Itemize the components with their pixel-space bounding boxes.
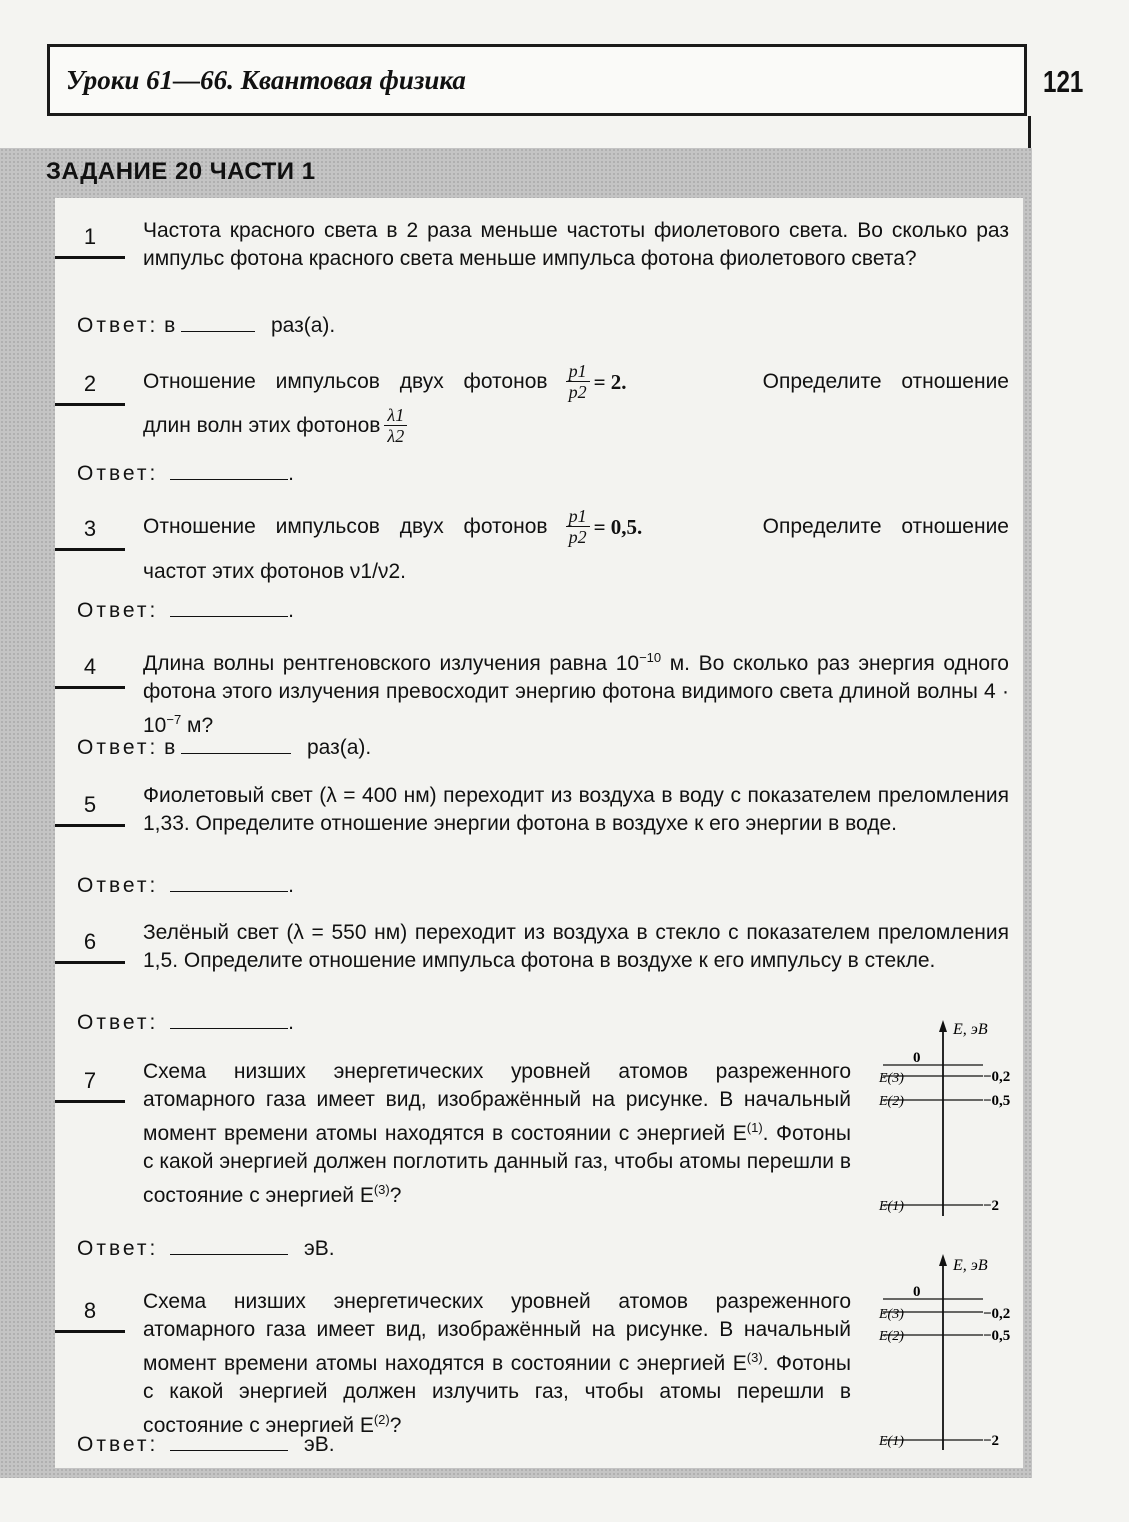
zero-label: 0 [913,1050,921,1066]
answer-suffix: . [288,1011,294,1034]
task-text-c: ? [389,1414,402,1437]
axis-arrow-icon [939,1020,947,1032]
axis-label: E, эВ [953,1257,988,1274]
task-number-rule [55,686,125,689]
task-text-a: Схема низших энергетических уровней атомов разреженного атомарного газа имеет вид, изображённый на рисунке. В начальный момент времени атомы находятся в состоянии с энергией E [143,1290,851,1375]
fraction-denominator: p2 [568,382,587,402]
level-value-e3: −0,2 [983,1306,1011,1322]
answer-suffix: эВ. [304,1433,335,1456]
ratio-value: = 0,5. [593,514,643,539]
answer-blank[interactable] [170,1010,288,1029]
ratio-value: = 2. [593,369,627,394]
answer-line [77,461,294,486]
task-text-line-2 [143,405,411,446]
task-text: Фиолетовый свет (λ = 400 нм) переходит из воздуха в воду с показателем преломления 1,33. Определите отношение энергии фотона в воздухе к его энергии в воде. [143,784,1009,835]
answer-suffix: . [288,462,294,485]
fraction-numerator: p1 [566,361,590,382]
task-number: 1 [83,224,97,249]
task-text: Частота красного света в 2 раза меньше частоты фиолетового света. Во сколько раз импульс фотона красного света меньше импульса фотона фиолетового света? [143,219,1009,270]
answer-line [77,1236,335,1261]
task-number-rule [55,961,125,964]
answer-label: Ответ: [77,736,159,759]
task-number-rule [55,1330,125,1333]
task-number: 5 [83,792,97,817]
superscript: (3) [373,1182,390,1197]
energy-level-svg [873,1016,1023,1226]
task-text-b: м. Во сколько раз энергия одного фотона этого излучения превосходит энергию фотона видимого света длиной волны 4 · 10 [143,652,1009,737]
answer-suffix: эВ. [304,1237,335,1260]
momentum-ratio-fraction [566,506,590,547]
momentum-ratio-fraction [566,361,590,402]
answer-suffix: . [288,874,294,897]
task-text [143,1058,851,1210]
answer-blank[interactable] [170,598,288,617]
task-card [55,198,1023,1468]
task-number-rule [55,256,125,259]
fraction-numerator: p1 [566,506,590,527]
task-text-b: . Фотоны с какой энергией должен поглотить данный газ, чтобы атомы перешли в состояние с энергией E [143,1122,851,1207]
level-name-e1: E(1) [879,1434,904,1449]
zero-label: 0 [913,1284,921,1300]
level-name-e2: E(2) [879,1329,904,1344]
task-text-b: Определите отношение [762,514,1009,538]
fraction-denominator: λ2 [387,426,405,446]
level-name-e3: E(3) [879,1307,904,1322]
answer-line [77,1010,294,1035]
chapter-title: Уроки 61—66. Квантовая физика [66,65,466,95]
answer-label: Ответ: [77,874,159,897]
answer-blank[interactable] [170,1236,288,1255]
task-text [143,644,1009,740]
level-name-e3: E(3) [879,1071,904,1086]
task-text [143,1288,851,1440]
task-text-c: м? [181,714,214,737]
task-text-a: Отношение импульсов двух фотонов [143,369,548,393]
answer-line [77,598,294,623]
axis-label: E, эВ [953,1021,988,1038]
answer-prefix: в [164,314,176,337]
answer-blank[interactable] [181,735,291,754]
answer-blank[interactable] [170,461,288,480]
header-rule [1028,116,1031,150]
task-text-b: . Фотоны с какой энергией должен излучить газ, чтобы атомы перешли в состояние с энергией E [143,1352,851,1437]
task-text-line-1 [143,506,1009,547]
level-value-e1: −2 [983,1433,1000,1449]
answer-label: Ответ: [77,314,159,337]
fraction-numerator: λ1 [384,405,407,426]
level-value-e3: −0,2 [983,1069,1011,1085]
energy-level-diagram-8 [873,1250,1023,1460]
answer-line [77,313,335,338]
task-number: 7 [83,1068,97,1093]
task-text-a: Длина волны рентгеновского излучения равна 10 [143,652,640,675]
energy-level-svg [873,1250,1023,1460]
task-text: Зелёный свет (λ = 550 нм) переходит из воздуха в стекло с показателем преломления 1,5. Определите отношение импульса фотона в воздухе к его импульсу в стекле. [143,921,1009,972]
task-number: 2 [83,371,97,396]
task-text-c: длин волн этих фотонов [143,413,381,437]
task-text-a: Отношение импульсов двух фотонов [143,514,548,538]
answer-label: Ответ: [77,1237,159,1260]
task-number-rule [55,1100,125,1103]
answer-label: Ответ: [77,1011,159,1034]
task-number-rule [55,824,125,827]
fraction-denominator: p2 [568,527,587,547]
answer-suffix: раз(а). [307,736,372,759]
level-value-e2: −0,5 [983,1328,1011,1344]
task-text-c: ? [389,1184,402,1207]
energy-level-diagram-7 [873,1016,1023,1226]
task-number-rule [55,548,125,551]
answer-line [77,1432,335,1457]
task-number: 8 [83,1298,97,1323]
superscript: (3) [746,1350,763,1365]
wavelength-ratio-fraction [384,405,407,446]
answer-prefix: в [164,736,176,759]
answer-label: Ответ: [77,599,159,622]
superscript: (1) [746,1120,763,1135]
section-title: ЗАДАНИЕ 20 ЧАСТИ 1 [46,158,316,185]
superscript: (2) [373,1412,390,1427]
exponent: −7 [166,712,182,727]
level-value-e1: −2 [983,1198,1000,1214]
task-number: 4 [83,654,97,679]
answer-line [77,873,294,898]
task-number: 6 [83,929,97,954]
task-number: 3 [83,516,97,541]
task-text-a: Схема низших энергетических уровней атомов разреженного атомарного газа имеет вид, изображённый на рисунке. В начальный момент времени атомы находятся в состоянии с энергией E [143,1060,851,1145]
answer-blank[interactable] [170,1432,288,1451]
axis-arrow-icon [939,1254,947,1266]
task-text-c: частот этих фотонов ν1/ν2. [143,560,406,583]
answer-suffix: . [288,599,294,622]
answer-label: Ответ: [77,462,159,485]
exponent: −10 [639,650,662,665]
answer-label: Ответ: [77,1433,159,1456]
answer-blank[interactable] [170,873,288,892]
answer-blank[interactable] [181,313,255,332]
chapter-header [47,44,1027,116]
level-value-e2: −0,5 [983,1093,1011,1109]
level-name-e2: E(2) [879,1094,904,1109]
task-text-line-1 [143,361,1009,402]
task-number-rule [55,403,125,406]
answer-suffix: раз(а). [271,314,336,337]
task-text-b: Определите отношение [762,369,1009,393]
page-number: 121 [1043,64,1084,99]
answer-line [77,735,371,760]
level-name-e1: E(1) [879,1199,904,1214]
